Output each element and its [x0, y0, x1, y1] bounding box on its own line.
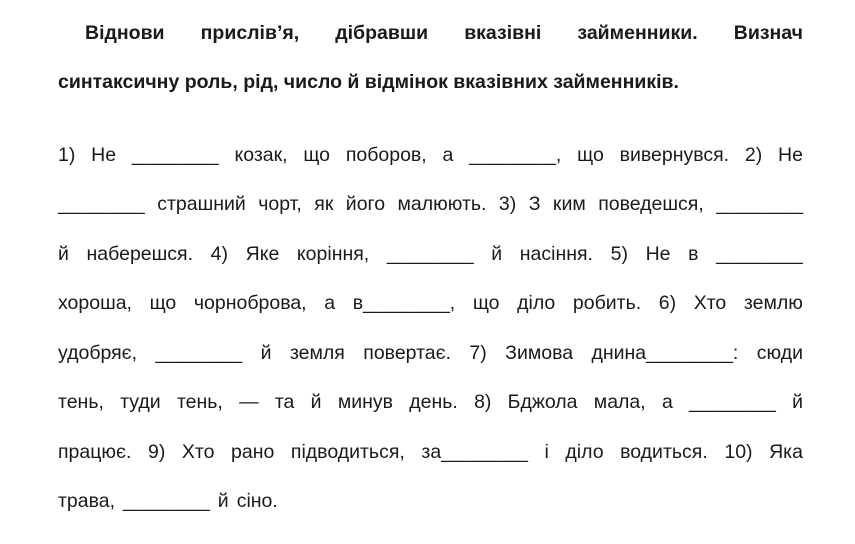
answer-blank: в________,: [352, 292, 456, 314]
text-word: рано: [231, 441, 275, 463]
answer-blank: ________,: [469, 144, 562, 166]
answer-blank: ________: [131, 144, 219, 166]
text-word: трава,: [58, 490, 116, 512]
task-word: Віднови: [85, 22, 165, 44]
text-word: 3): [498, 193, 517, 215]
text-word: Не: [778, 144, 803, 166]
text-word: 6): [658, 292, 677, 314]
text-word: Хто: [693, 292, 727, 314]
text-word: підводиться,: [290, 441, 405, 463]
task-word: вказівні: [464, 22, 542, 44]
text-line-6: [58, 391, 803, 419]
text-word: та: [274, 391, 295, 413]
text-word: мала,: [593, 391, 646, 413]
text-word: й: [260, 342, 272, 364]
text-word: як: [314, 193, 334, 215]
text-word: 1): [58, 144, 76, 166]
text-word: землю: [743, 292, 803, 314]
text-word: чорноброва,: [193, 292, 307, 314]
text-word: 9): [147, 441, 166, 463]
text-word: Зимова: [505, 342, 574, 364]
text-word: сюди: [756, 342, 803, 364]
text-word: поведешся,: [598, 193, 704, 215]
task-word: дібравши: [335, 22, 429, 44]
text-word: й: [491, 243, 503, 265]
text-word: хороша,: [58, 292, 132, 314]
answer-blank: ________: [155, 342, 243, 364]
text-line-3: [58, 243, 803, 271]
text-word: повертає.: [363, 342, 452, 364]
text-word: 2): [744, 144, 763, 166]
text-word: земля: [289, 342, 345, 364]
text-word: поборов,: [345, 144, 427, 166]
text-word: що: [472, 292, 500, 314]
answer-blank: ________: [716, 243, 803, 265]
text-word: що: [577, 144, 604, 166]
text-word: Бджола: [507, 391, 578, 413]
text-word: а: [661, 391, 673, 413]
text-word: робить.: [572, 292, 642, 314]
text-word: що: [149, 292, 177, 314]
text-word: й: [310, 391, 322, 413]
text-word: насіння.: [519, 243, 593, 265]
answer-blank: ________: [386, 243, 474, 265]
text-word: удобряє,: [58, 342, 138, 364]
task-instruction-line-2: синтаксичну роль, рід, число й відмінок вказівних займенників.: [58, 71, 679, 93]
text-line-1: [58, 144, 803, 172]
answer-blank: ________: [716, 193, 803, 215]
text-word: день.: [409, 391, 458, 413]
text-word: й: [58, 243, 69, 265]
text-word: 7): [469, 342, 487, 364]
text-word: чорт,: [258, 193, 302, 215]
text-word: Яке: [245, 243, 280, 265]
text-word: що: [303, 144, 331, 166]
text-word: ким: [552, 193, 586, 215]
text-word: тень,: [58, 391, 104, 413]
text-word: тень,: [176, 391, 223, 413]
text-word: 8): [474, 391, 492, 413]
task-word: прислів’я,: [200, 22, 300, 44]
text-line-7: [58, 441, 803, 469]
text-word: й: [792, 391, 803, 413]
text-line-5: [58, 342, 803, 370]
text-word: діло: [565, 441, 604, 463]
text-word: наберешся.: [86, 243, 194, 265]
answer-blank: ________: [123, 490, 210, 512]
text-word: працює.: [58, 441, 132, 463]
text-line-2: [58, 193, 803, 221]
text-word: Яка: [769, 441, 803, 463]
answer-blank: за________: [421, 441, 528, 463]
text-word: —: [239, 391, 259, 413]
text-word: малюють.: [397, 193, 487, 215]
text-word: козак,: [234, 144, 288, 166]
text-word: Не: [91, 144, 117, 166]
answer-blank: ________: [58, 193, 145, 215]
text-word: коріння,: [296, 243, 370, 265]
text-word: минув: [337, 391, 393, 413]
text-word: туди: [120, 391, 161, 413]
text-word: й: [217, 490, 229, 512]
text-word: З: [528, 193, 541, 215]
text-word: діло: [517, 292, 556, 314]
text-word: вивернувся.: [619, 144, 730, 166]
text-word: сіно.: [236, 490, 278, 512]
text-word: Хто: [181, 441, 215, 463]
answer-blank: днина________:: [591, 342, 739, 364]
text-word: а: [442, 144, 454, 166]
text-word: 5): [610, 243, 628, 265]
text-word: а: [324, 292, 336, 314]
task-instruction-line-1: [58, 22, 803, 45]
text-line-8: [58, 490, 803, 518]
text-word: його: [345, 193, 386, 215]
task-word: Визнач: [733, 22, 803, 44]
text-line-4: [58, 292, 803, 320]
text-word: Не: [645, 243, 671, 265]
text-word: і: [544, 441, 549, 463]
text-word: 10): [724, 441, 753, 463]
text-word: 4): [210, 243, 228, 265]
task-word: займенники.: [577, 22, 698, 44]
answer-blank: ________: [689, 391, 776, 413]
text-word: водиться.: [620, 441, 708, 463]
text-word: в: [688, 243, 699, 265]
text-word: страшний: [157, 193, 246, 215]
